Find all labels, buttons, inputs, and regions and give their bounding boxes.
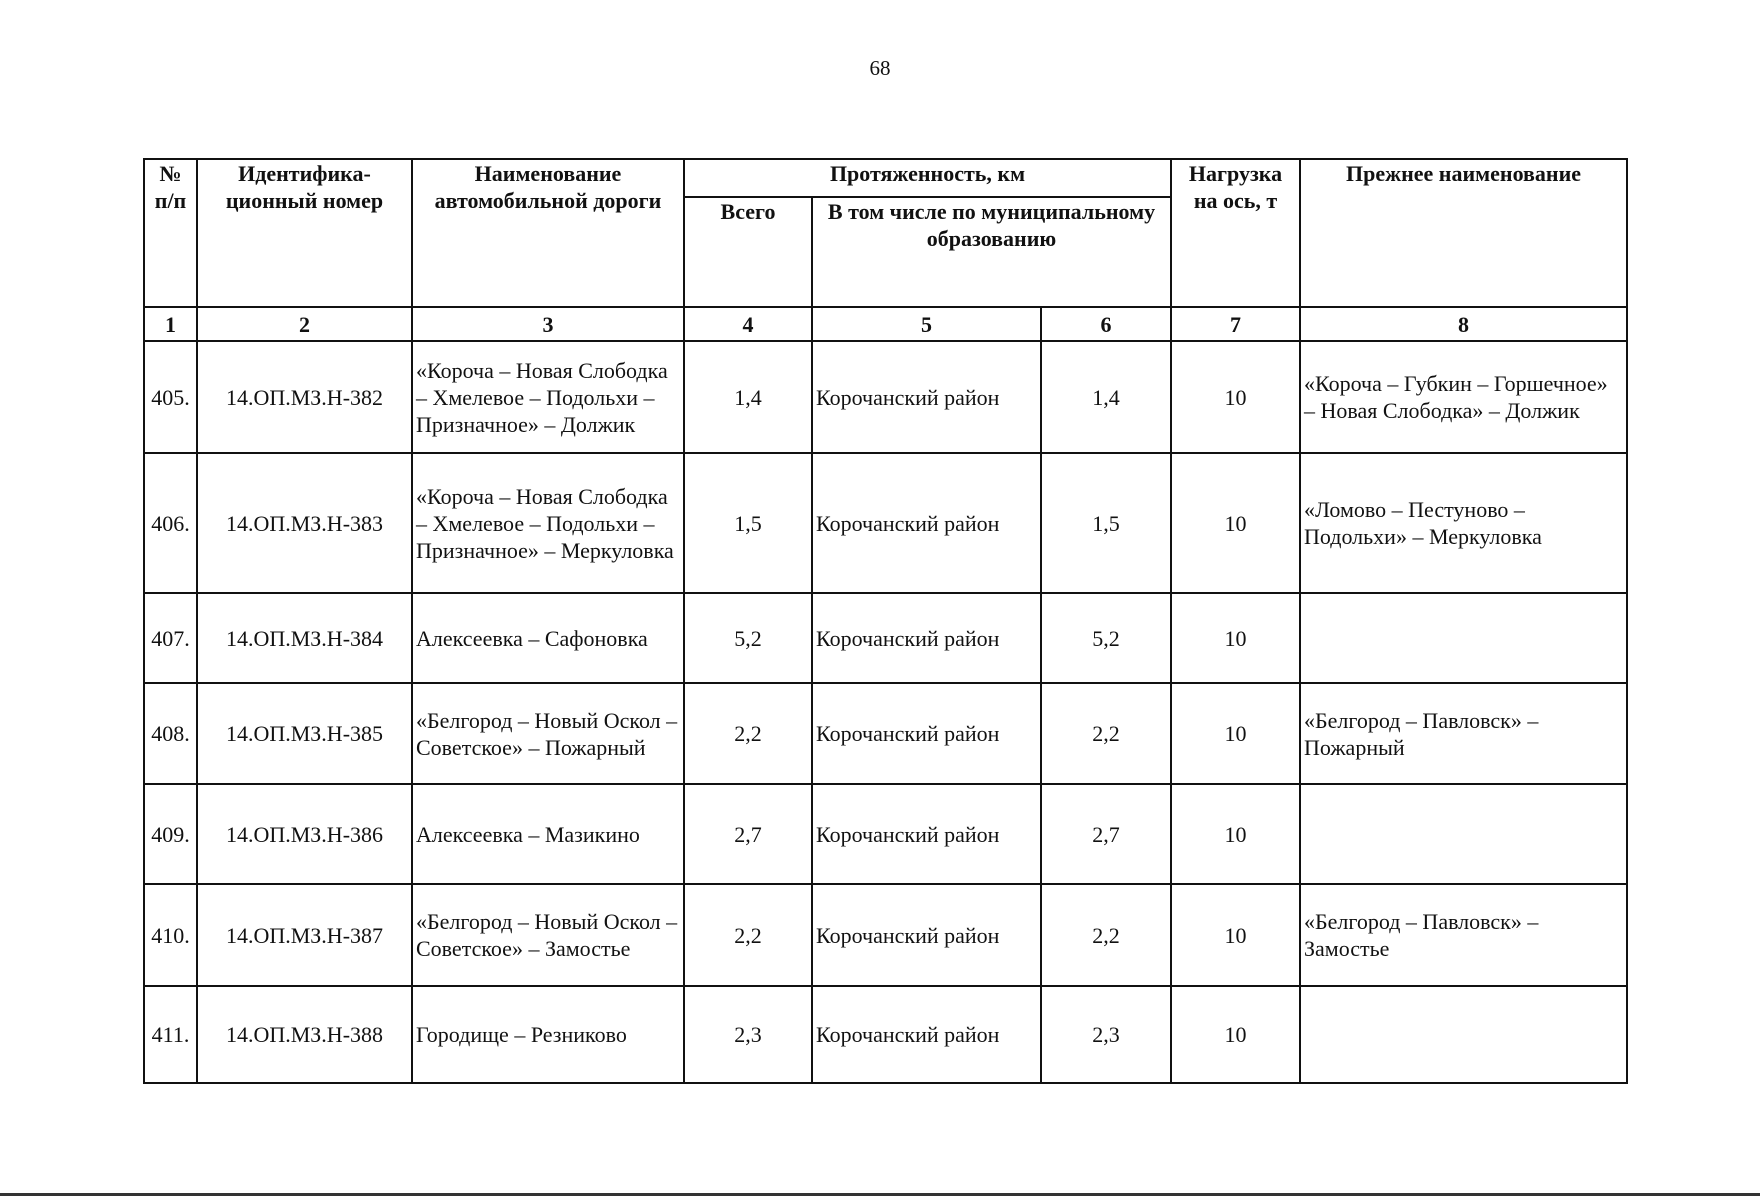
column-number: 6 [1041, 307, 1171, 341]
table-row [144, 683, 1627, 784]
row-length-total: 5,2 [684, 593, 812, 683]
row-id: 14.ОП.МЗ.Н-383 [197, 453, 412, 593]
row-former-name: «Белгород – Павловск» – Пожарный [1300, 683, 1627, 784]
row-axle-load: 10 [1171, 986, 1300, 1083]
row-district-length: 2,2 [1041, 683, 1171, 784]
row-district-length: 5,2 [1041, 593, 1171, 683]
row-axle-load: 10 [1171, 683, 1300, 784]
row-id: 14.ОП.МЗ.Н-387 [197, 884, 412, 986]
row-road-name: «Белгород – Новый Оскол – Советское» – Замостье [412, 884, 684, 986]
column-number: 5 [812, 307, 1041, 341]
row-id: 14.ОП.МЗ.Н-388 [197, 986, 412, 1083]
row-district-length: 2,7 [1041, 784, 1171, 884]
header-num: № п/п [144, 159, 197, 307]
roads-table [143, 158, 1628, 1084]
column-number: 3 [412, 307, 684, 341]
row-district: Корочанский район [812, 986, 1041, 1083]
row-number: 410. [144, 884, 197, 986]
row-road-name: Алексеевка – Мазикино [412, 784, 684, 884]
row-former-name: «Короча – Губкин – Горшечное» – Новая Слободка» – Должик [1300, 341, 1627, 453]
row-district-length: 2,3 [1041, 986, 1171, 1083]
row-id: 14.ОП.МЗ.Н-385 [197, 683, 412, 784]
header-former-name: Прежнее наименование [1300, 159, 1627, 307]
row-axle-load: 10 [1171, 341, 1300, 453]
row-road-name: «Белгород – Новый Оскол – Советское» – Пожарный [412, 683, 684, 784]
row-length-total: 1,4 [684, 341, 812, 453]
bottom-rule [0, 1193, 1760, 1196]
row-length-total: 2,3 [684, 986, 812, 1083]
row-number: 411. [144, 986, 197, 1083]
column-number: 8 [1300, 307, 1627, 341]
table-row [144, 453, 1627, 593]
row-district: Корочанский район [812, 884, 1041, 986]
header-road-name: Наименование автомобильной дороги [412, 159, 684, 307]
row-district: Корочанский район [812, 784, 1041, 884]
row-number: 408. [144, 683, 197, 784]
row-axle-load: 10 [1171, 884, 1300, 986]
header-municipal: В том числе по муниципальному образованию [812, 197, 1171, 307]
table-row [144, 784, 1627, 884]
column-number: 7 [1171, 307, 1300, 341]
row-former-name: «Белгород – Павловск» – Замостье [1300, 884, 1627, 986]
row-former-name [1300, 784, 1627, 884]
column-number: 2 [197, 307, 412, 341]
table-row [144, 986, 1627, 1083]
row-number: 406. [144, 453, 197, 593]
table-row [144, 884, 1627, 986]
row-number: 407. [144, 593, 197, 683]
row-district: Корочанский район [812, 593, 1041, 683]
row-length-total: 2,7 [684, 784, 812, 884]
row-district: Корочанский район [812, 341, 1041, 453]
row-id: 14.ОП.МЗ.Н-384 [197, 593, 412, 683]
row-axle-load: 10 [1171, 453, 1300, 593]
row-road-name: «Короча – Новая Слободка – Хмелевое – Подольхи – Призначное» – Меркуловка [412, 453, 684, 593]
row-id: 14.ОП.МЗ.Н-386 [197, 784, 412, 884]
row-length-total: 1,5 [684, 453, 812, 593]
header-axle-load: Нагрузка на ось, т [1171, 159, 1300, 307]
page-number: 68 [869, 56, 891, 80]
row-district-length: 1,4 [1041, 341, 1171, 453]
row-road-name: Алексеевка – Сафоновка [412, 593, 684, 683]
column-number: 4 [684, 307, 812, 341]
row-axle-load: 10 [1171, 784, 1300, 884]
header-total: Всего [684, 197, 812, 307]
table-row [144, 593, 1627, 683]
row-length-total: 2,2 [684, 683, 812, 784]
row-district: Корочанский район [812, 453, 1041, 593]
row-district: Корочанский район [812, 683, 1041, 784]
row-district-length: 1,5 [1041, 453, 1171, 593]
row-axle-load: 10 [1171, 593, 1300, 683]
table-row [144, 341, 1627, 453]
row-number: 409. [144, 784, 197, 884]
column-number: 1 [144, 307, 197, 341]
row-former-name: «Ломово – Пестуново – Подольхи» – Меркуловка [1300, 453, 1627, 593]
row-road-name: «Короча – Новая Слободка – Хмелевое – Подольхи – Призначное» – Должик [412, 341, 684, 453]
row-road-name: Городище – Резниково [412, 986, 684, 1083]
header-id: Идентифика-ционный номер [197, 159, 412, 307]
row-former-name [1300, 986, 1627, 1083]
header-length: Протяженность, км [684, 159, 1171, 197]
row-former-name [1300, 593, 1627, 683]
row-id: 14.ОП.МЗ.Н-382 [197, 341, 412, 453]
row-number: 405. [144, 341, 197, 453]
row-length-total: 2,2 [684, 884, 812, 986]
row-district-length: 2,2 [1041, 884, 1171, 986]
